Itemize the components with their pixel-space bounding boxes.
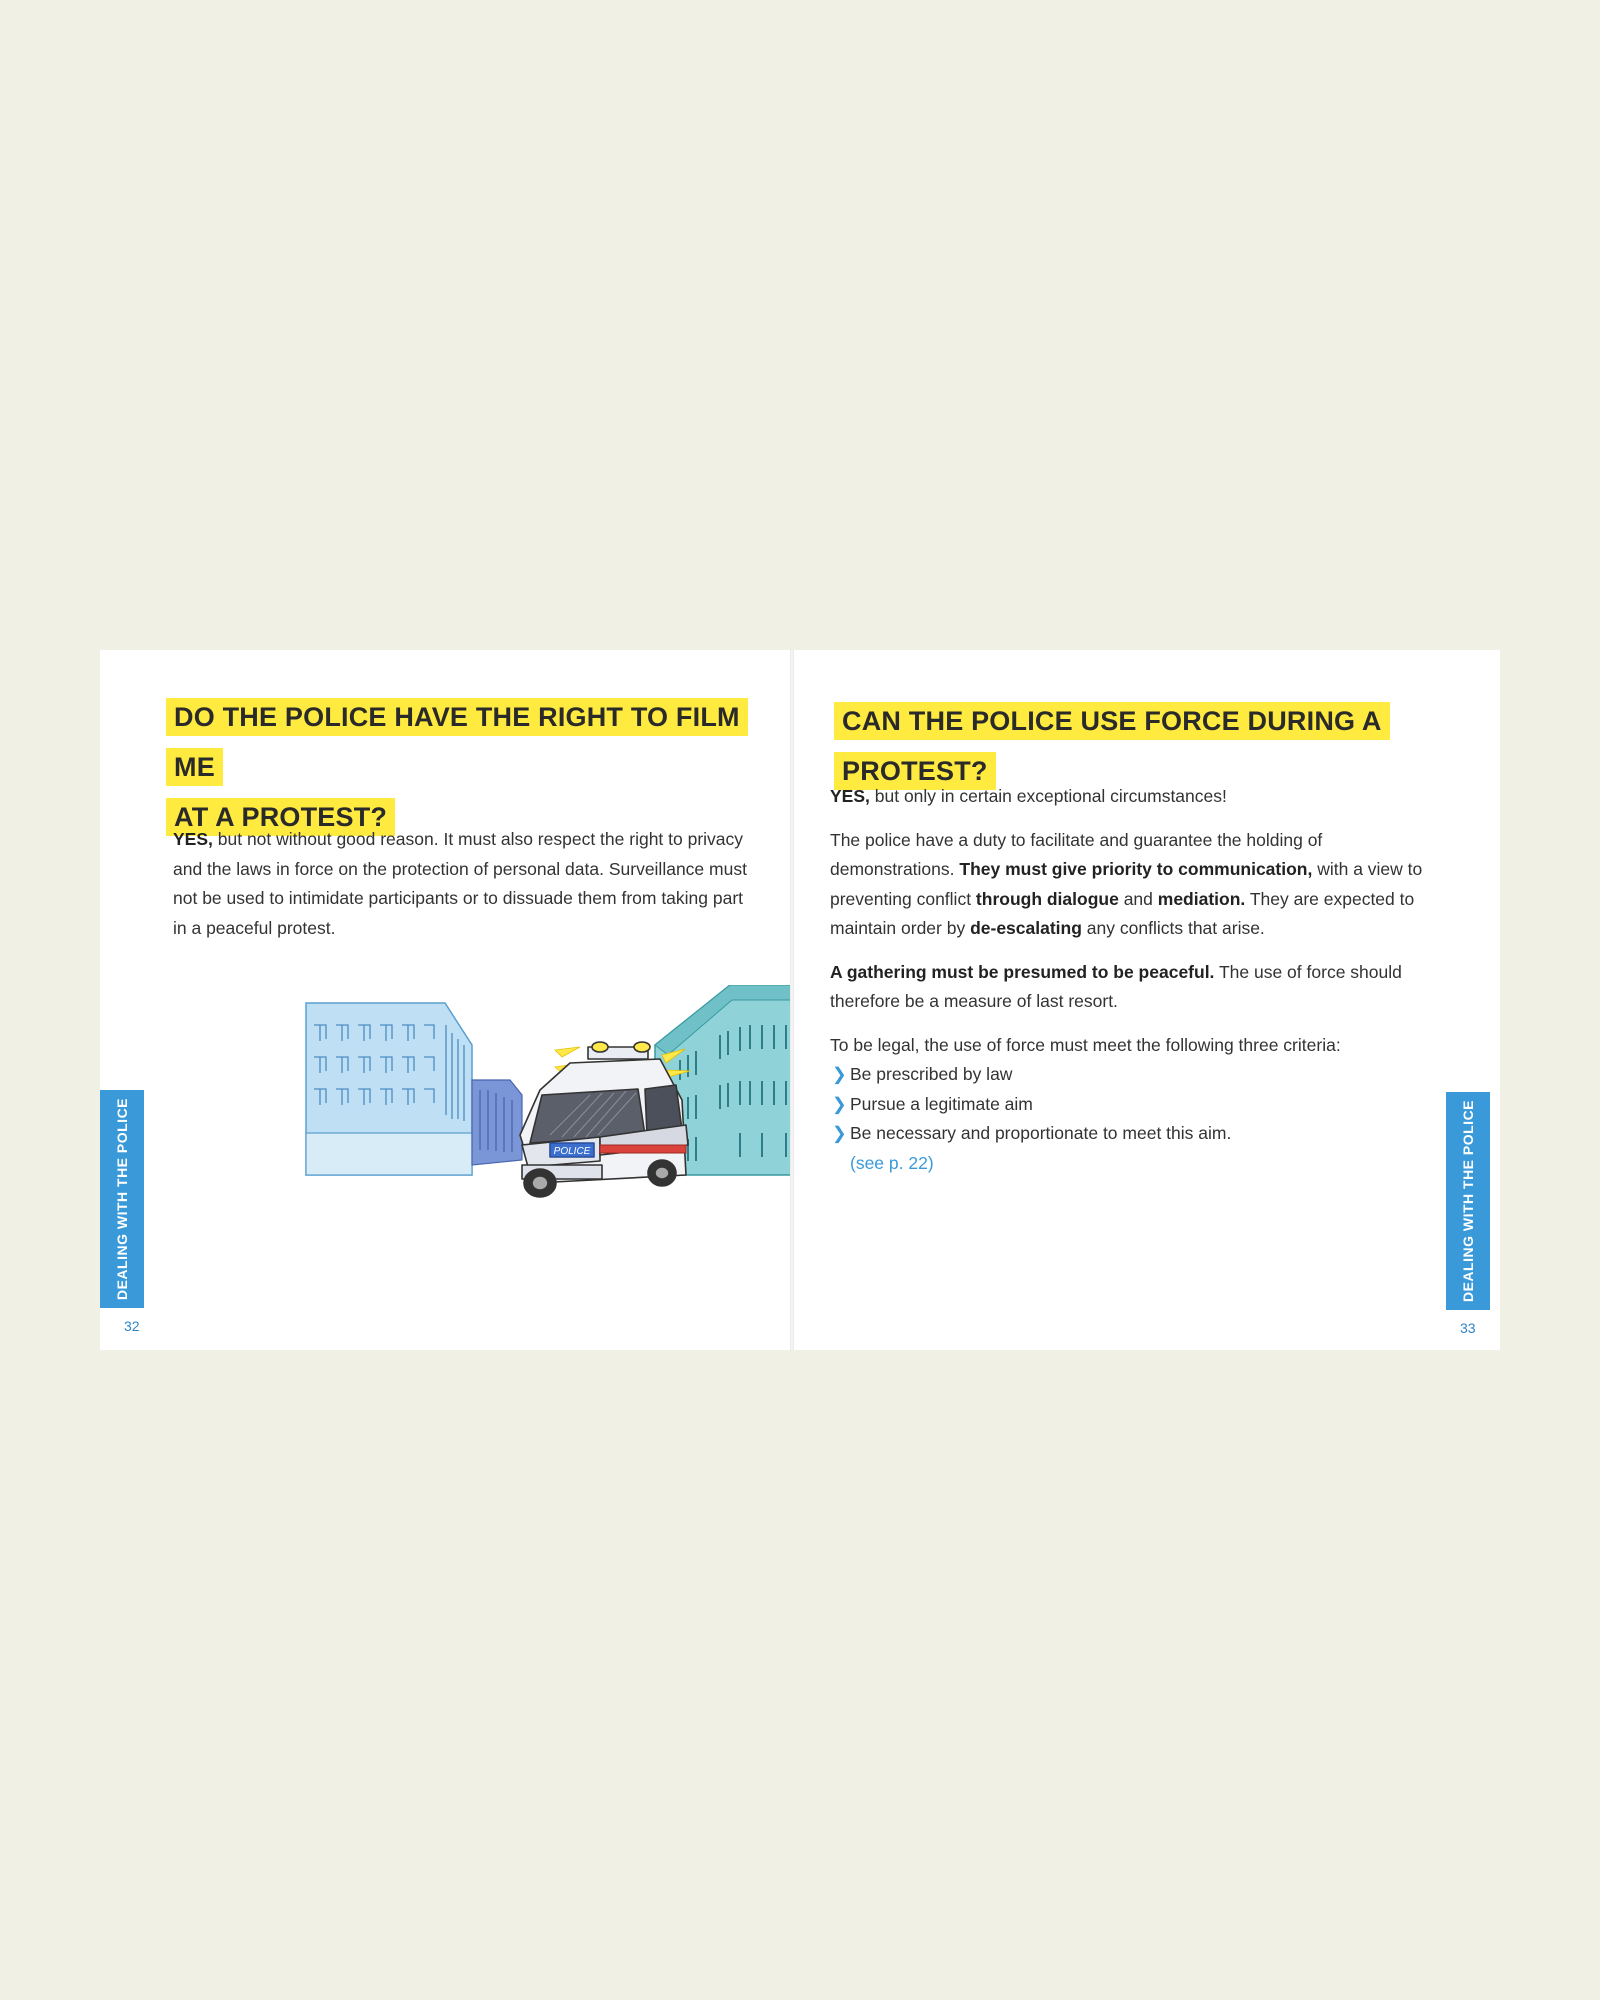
p1-text: but only in certain exceptional circumstances! [869, 786, 1227, 806]
left-answer [173, 825, 753, 943]
p3-bold: A gathering must be presumed to be peaceful. [830, 961, 1215, 982]
heading-line-1: DO THE POLICE HAVE THE RIGHT TO FILM ME [166, 698, 748, 786]
p2-text-2: with a view to preventing conflict [830, 859, 1423, 909]
criteria-item [830, 1119, 1430, 1149]
right-heading-text: CAN THE POLICE USE FORCE DURING A PROTEST? [834, 702, 1390, 790]
right-paragraph-1 [830, 782, 1430, 812]
chevron-right-icon: ❯ [832, 1064, 847, 1084]
heading-line-2: AT A PROTEST? [166, 798, 395, 836]
criteria-item [830, 1060, 1430, 1090]
see-page-reference[interactable]: (see p. 22) [850, 1152, 934, 1173]
chevron-right-icon: ❯ [832, 1123, 847, 1143]
p2-bold-4: de-escalating [970, 918, 1082, 938]
criteria-text-3: Be necessary and proportionate to meet this aim. [850, 1123, 1232, 1143]
p1-yes: YES, [830, 786, 870, 806]
criteria-list [830, 1060, 1430, 1149]
right-paragraph-2 [830, 826, 1430, 944]
right-paragraph-3 [830, 958, 1430, 1017]
p2-bold-1: They must give priority to communication, [959, 859, 1313, 879]
left-page [100, 650, 790, 1350]
right-paragraph-4: To be legal, the use of force must meet the following three criteria: [830, 1034, 1341, 1055]
answer-yes: YES, [173, 829, 213, 849]
side-tab-left [100, 1090, 144, 1308]
right-page [794, 650, 1500, 1350]
booklet-spread [100, 650, 1500, 1350]
criteria-text-2: Pursue a legitimate aim [850, 1093, 1033, 1114]
page-number-right: 33 [1460, 1320, 1476, 1336]
side-tab-label-right: DEALING WITH THE POLICE [1460, 1099, 1476, 1303]
side-tab-label: DEALING WITH THE POLICE [114, 1097, 130, 1301]
chevron-right-icon: ❯ [832, 1093, 847, 1114]
side-tab-right [1446, 1092, 1490, 1310]
p2-bold-3: mediation. [1157, 888, 1246, 909]
van-label: POLICE [553, 1146, 591, 1157]
police-van-illustration [300, 985, 800, 1235]
p2-text-4: They are expected to maintain order by [830, 888, 1415, 938]
p2-text-3: and [1118, 888, 1158, 909]
p3-text: The use of force should therefore be a measure of last resort. [830, 961, 1402, 1011]
p2-bold-2: through dialogue [975, 888, 1119, 909]
page-number-left: 32 [124, 1318, 140, 1334]
answer-text: but not without good reason. It must also respect the right to privacy and the laws in force on the protection of personal data. Surveillance must not be used to intimidate participants or to dissuade them from taking part in a peaceful protest. [173, 829, 747, 938]
right-body [830, 782, 1430, 1178]
criteria-text-1: Be prescribed by law [850, 1064, 1013, 1084]
p2-text-5: any conflicts that arise. [1081, 918, 1265, 938]
p2-text-1: The police have a duty to facilitate and guarantee the holding of demonstrations. [830, 829, 1323, 879]
criteria-item [830, 1090, 1430, 1120]
right-heading [834, 696, 1500, 796]
left-heading [166, 692, 790, 842]
